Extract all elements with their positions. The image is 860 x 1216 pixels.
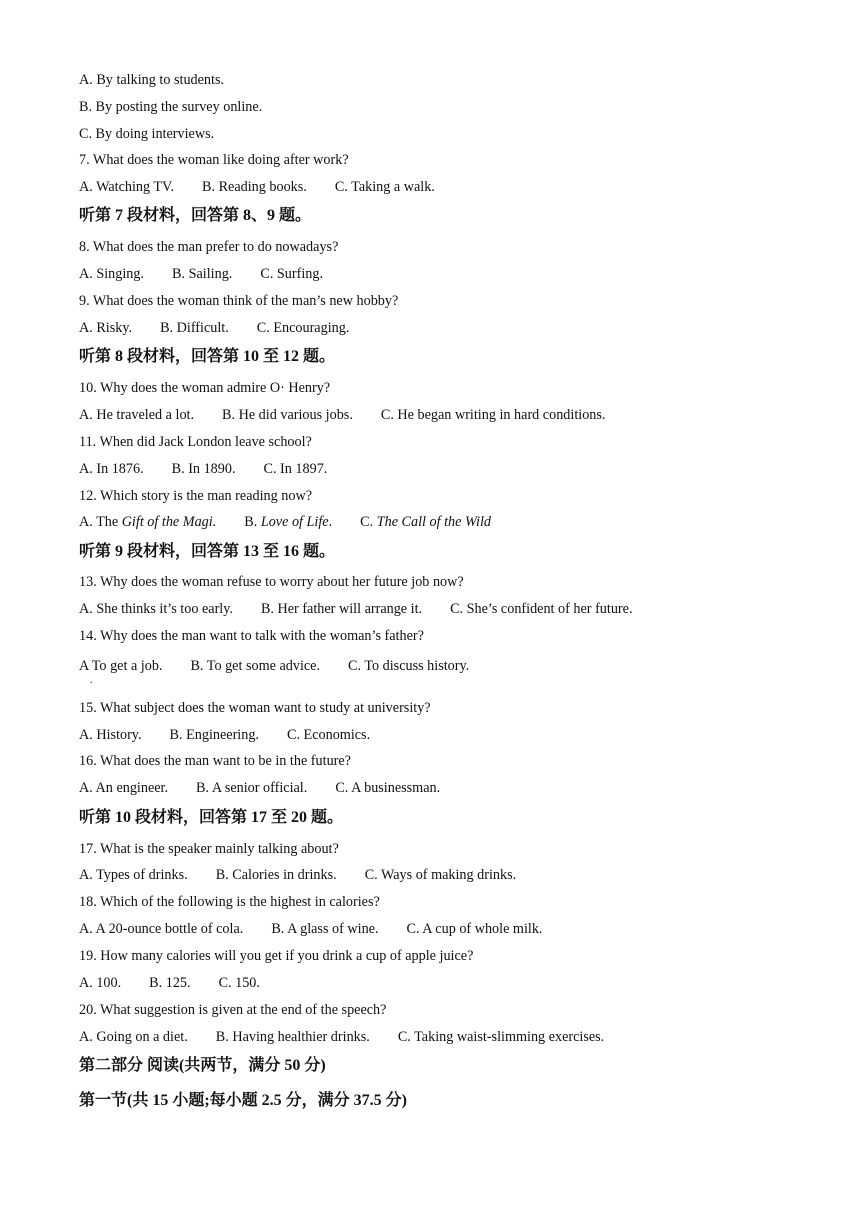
section-one-heading: 第一节(共 15 小题;每小题 2.5 分，满分 37.5 分)	[79, 1092, 407, 1109]
story-title: Love of Life	[260, 514, 329, 530]
q12-option-a: A. The Gift of the Magi.	[79, 514, 217, 530]
q17-option-a: A. Types of drinks.	[79, 867, 188, 883]
q13-option-c: C. She’s confident of her future.	[450, 601, 633, 617]
question-9: 9. What does the woman think of the man’s new hobby?	[79, 293, 399, 309]
q14-option-b: B. To get some advice.	[190, 658, 321, 674]
q14-option-a: A To get a job.	[79, 658, 163, 674]
q15-option-a: A. History.	[79, 727, 142, 743]
section-heading-10: 听第 10 段材料，回答第 17 至 20 题。	[79, 809, 344, 826]
question-20: 20. What suggestion is given at the end of the speech?	[79, 1002, 387, 1018]
q20-option-c: C. Taking waist-slimming exercises.	[397, 1029, 605, 1045]
q9-options	[79, 319, 349, 337]
story-title: The Call of the Wild	[376, 514, 492, 530]
q11-option-c: C. In 1897.	[263, 461, 328, 477]
q6-option-a: A. By talking to students.	[79, 72, 225, 88]
q15-option-b: B. Engineering.	[169, 727, 259, 743]
q16-option-a: A. An engineer.	[79, 780, 169, 796]
question-16: 16. What does the man want to be in the future?	[79, 753, 351, 769]
q7-option-a: A. Watching TV.	[79, 179, 175, 195]
q9-option-b: B. Difficult.	[160, 320, 229, 336]
q20-option-b: B. Having healthier drinks.	[215, 1029, 370, 1045]
stray-dot: .	[90, 675, 93, 686]
q15-option-c: C. Economics.	[286, 727, 371, 743]
q17-option-b: B. Calories in drinks.	[215, 867, 337, 883]
q7-option-b: B. Reading books.	[202, 179, 307, 195]
section-heading-9: 听第 9 段材料，回答第 13 至 16 题。	[79, 543, 336, 560]
q18-option-b: B. A glass of wine.	[271, 921, 379, 937]
question-17: 17. What is the speaker mainly talking about?	[79, 841, 339, 857]
question-18: 18. Which of the following is the highest in calories?	[79, 894, 380, 910]
q10-option-c: C. He began writing in hard conditions.	[380, 407, 606, 423]
q13-option-a: A. She thinks it’s too early.	[79, 601, 233, 617]
q17-options	[79, 866, 516, 884]
question-13: 13. Why does the woman refuse to worry about her future job now?	[79, 574, 464, 590]
q12-options	[79, 513, 491, 531]
q7-options	[79, 178, 435, 196]
q8-option-a: A. Singing.	[79, 266, 145, 282]
section-heading-7: 听第 7 段材料，回答第 8、9 题。	[79, 207, 312, 224]
q8-option-c: C. Surfing.	[260, 266, 324, 282]
question-8: 8. What does the man prefer to do nowadays?	[79, 239, 339, 255]
q16-options	[79, 779, 440, 797]
question-7: 7. What does the woman like doing after work?	[79, 152, 349, 168]
q19-option-b: B. 125.	[149, 975, 191, 991]
story-title: Gift of the Magi.	[121, 514, 217, 530]
question-14: 14. Why does the man want to talk with the woman’s father?	[79, 628, 424, 644]
q11-option-b: B. In 1890.	[171, 461, 236, 477]
q14-option-c: C. To discuss history.	[348, 658, 470, 674]
q8-option-b: B. Sailing.	[172, 266, 233, 282]
q20-options	[79, 1028, 604, 1046]
q20-option-a: A. Going on a diet.	[79, 1029, 188, 1045]
question-11: 11. When did Jack London leave school?	[79, 434, 312, 450]
q14-options	[79, 657, 469, 675]
q17-option-c: C. Ways of making drinks.	[364, 867, 517, 883]
q11-options	[79, 460, 327, 478]
q6-option-c: C. By doing interviews.	[79, 126, 215, 142]
q12-option-c: C. The Call of the Wild	[360, 514, 492, 530]
q19-options	[79, 974, 260, 992]
question-10: 10. Why does the woman admire O· Henry?	[79, 380, 331, 396]
q18-option-c: C. A cup of whole milk.	[406, 921, 543, 937]
q19-option-c: C. 150.	[218, 975, 260, 991]
q12-option-b: B. Love of Life.	[244, 514, 333, 530]
question-15: 15. What subject does the woman want to study at university?	[79, 700, 431, 716]
q18-options	[79, 920, 542, 938]
q18-option-a: A. A 20-ounce bottle of cola.	[79, 921, 244, 937]
section-heading-8: 听第 8 段材料，回答第 10 至 12 题。	[79, 348, 336, 365]
q7-option-c: C. Taking a walk.	[334, 179, 435, 195]
q10-options	[79, 406, 605, 424]
q15-options	[79, 726, 370, 744]
question-19: 19. How many calories will you get if you drink a cup of apple juice?	[79, 948, 474, 964]
q13-options	[79, 600, 633, 618]
q19-option-a: A. 100.	[79, 975, 122, 991]
part-two-heading: 第二部分 阅读(共两节，满分 50 分)	[79, 1057, 326, 1074]
q16-option-b: B. A senior official.	[196, 780, 308, 796]
q13-option-b: B. Her father will arrange it.	[260, 601, 423, 617]
question-12: 12. Which story is the man reading now?	[79, 488, 312, 504]
q9-option-c: C. Encouraging.	[256, 320, 350, 336]
q10-option-b: B. He did various jobs.	[222, 407, 353, 423]
q6-option-b: B. By posting the survey online.	[79, 99, 263, 115]
q16-option-c: C. A businessman.	[335, 780, 441, 796]
q10-option-a: A. He traveled a lot.	[79, 407, 195, 423]
q9-option-a: A. Risky.	[79, 320, 133, 336]
q11-option-a: A. In 1876.	[79, 461, 144, 477]
q8-options	[79, 265, 323, 283]
